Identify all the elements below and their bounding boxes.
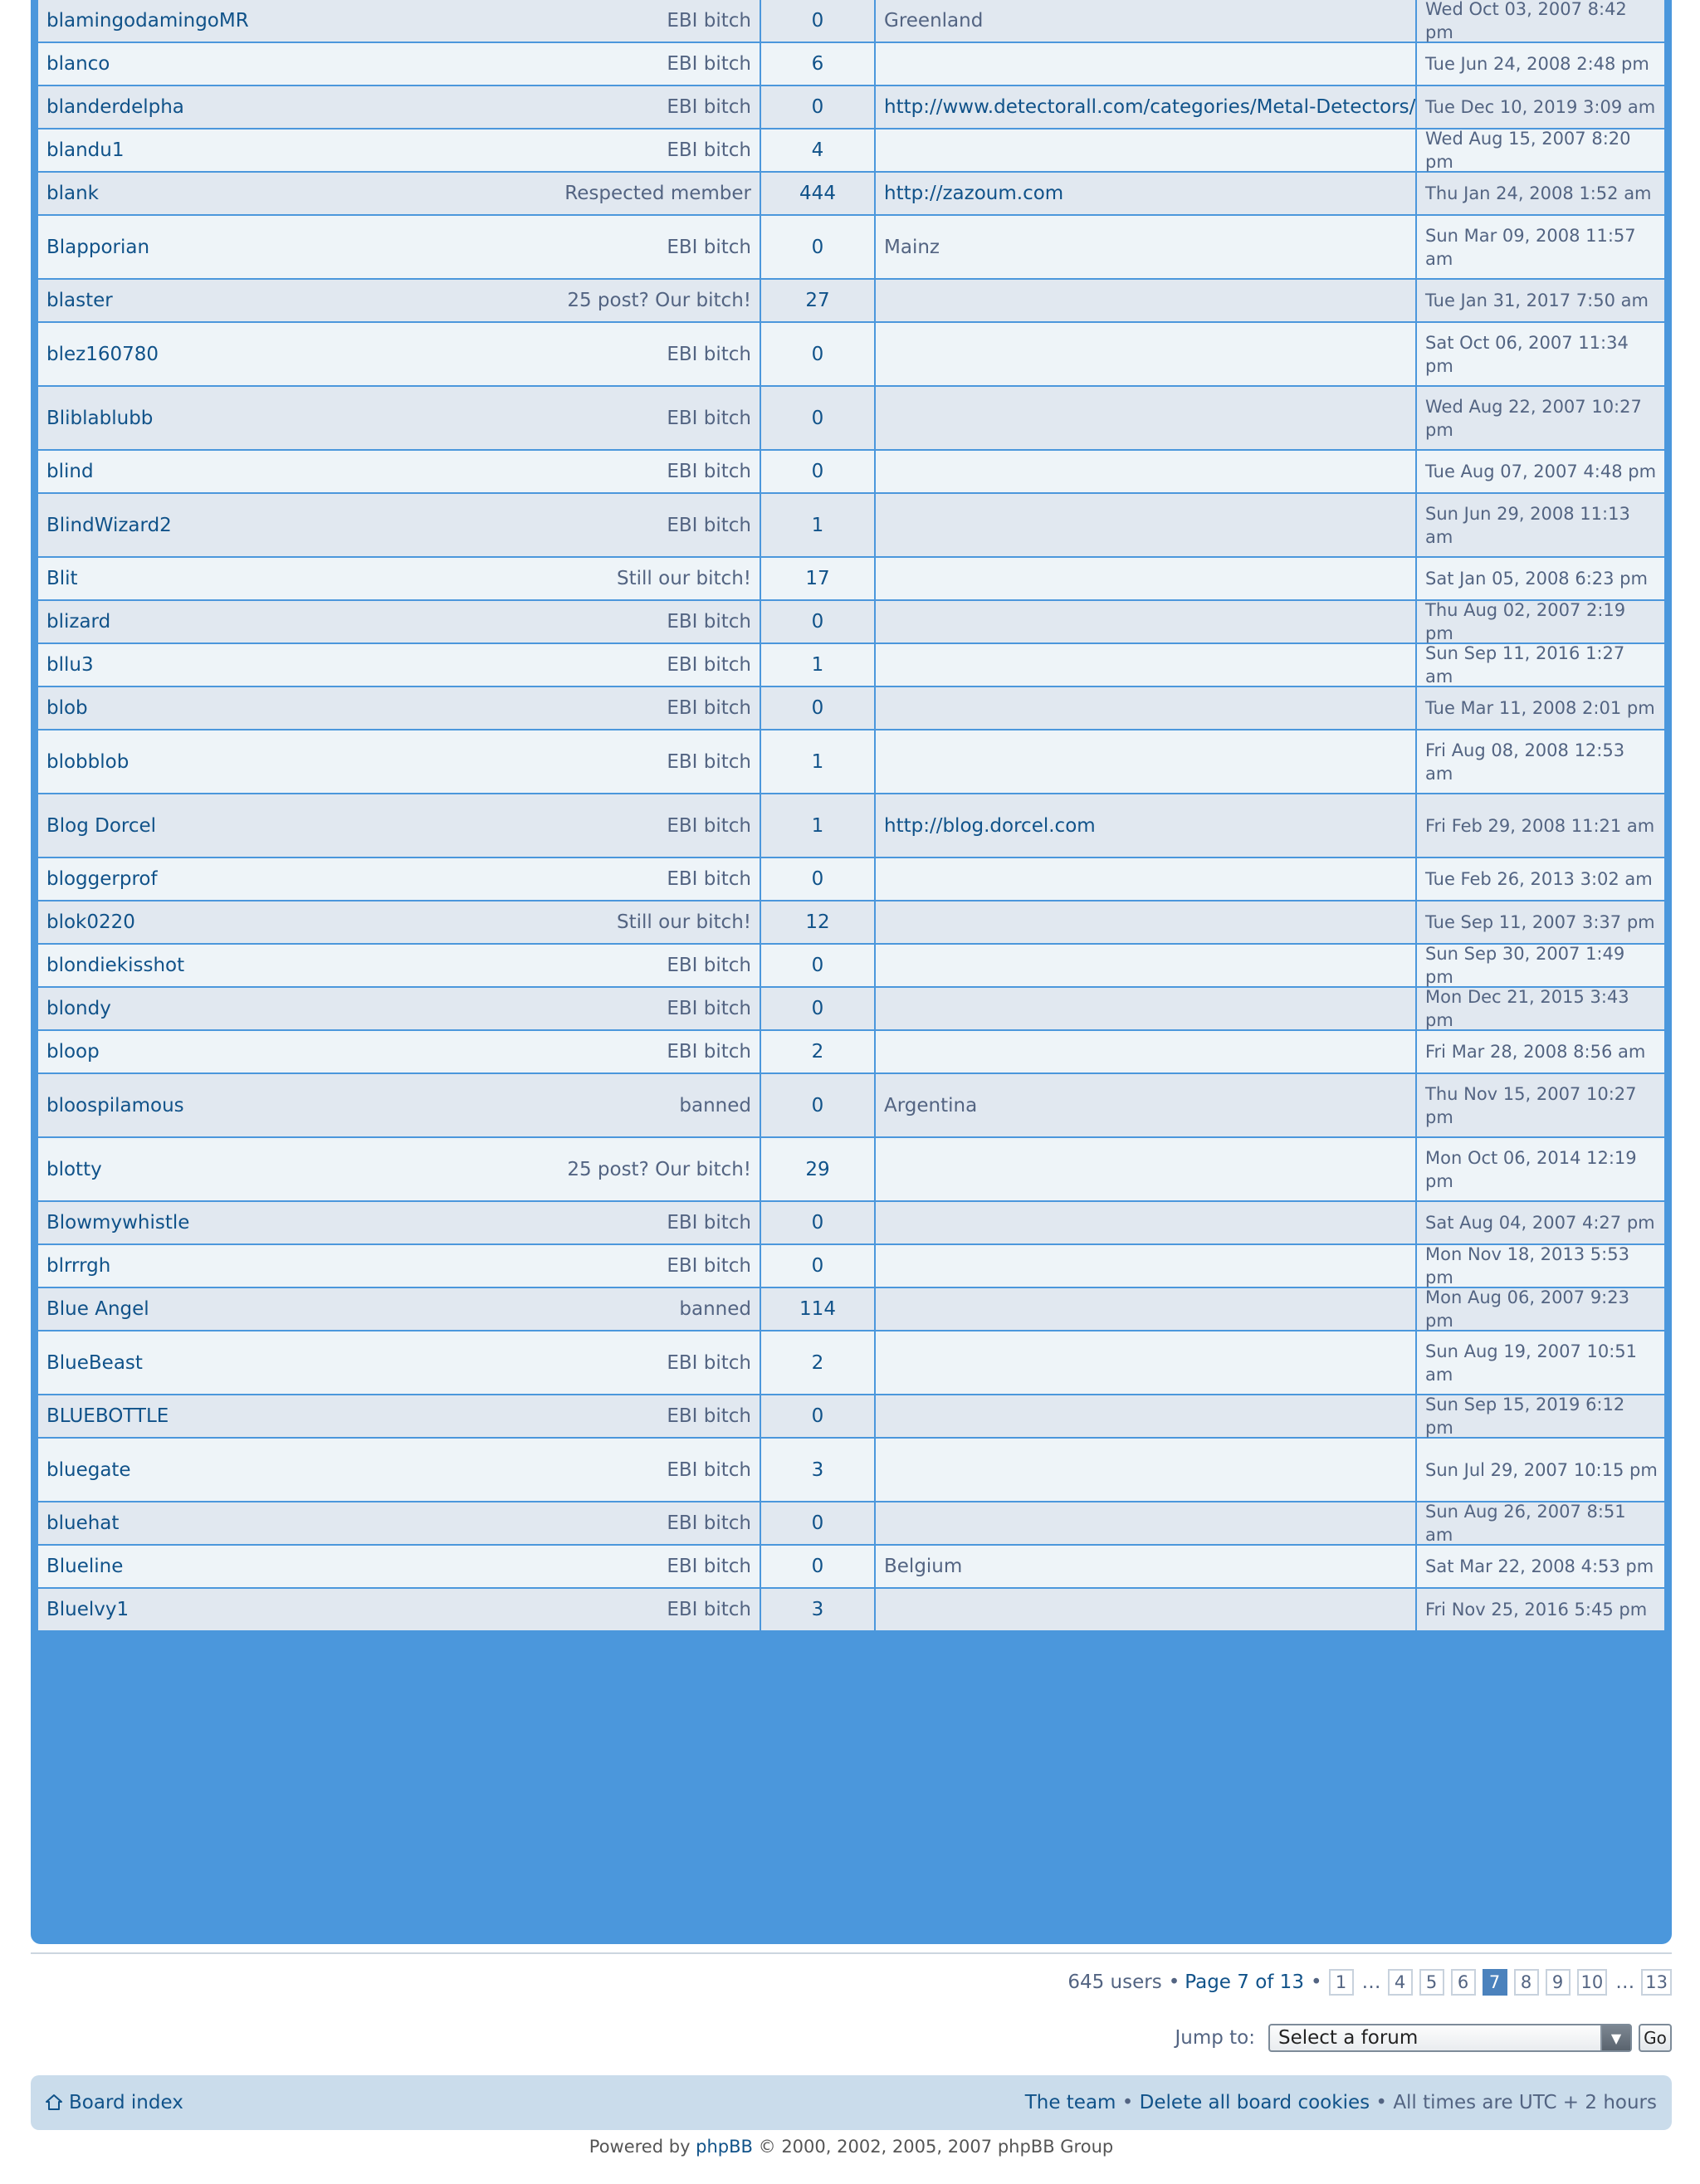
jump-box	[1175, 2023, 1672, 2053]
posts-count[interactable]: 0	[760, 216, 874, 278]
posts-count[interactable]: 0	[760, 1395, 874, 1437]
posts-count[interactable]: 0	[760, 1502, 874, 1544]
posts-count[interactable]: 4	[760, 129, 874, 171]
posts-count[interactable]: 0	[760, 323, 874, 385]
forum-select[interactable]	[1268, 2024, 1632, 2052]
powered-suffix: © 2000, 2002, 2005, 2007 phpBB Group	[752, 2137, 1114, 2157]
joined-date: Tue Jan 31, 2017 7:50 am	[1415, 280, 1664, 321]
table-row	[38, 86, 1664, 129]
table-row	[38, 558, 1664, 601]
username-link[interactable]: blez160780	[46, 343, 159, 365]
username-link[interactable]: Bluelvy1	[46, 1599, 129, 1620]
table-row	[38, 1546, 1664, 1589]
memberlist-panel	[31, 0, 1672, 1944]
posts-count[interactable]: 0	[760, 601, 874, 642]
rank-label: EBI bitch	[667, 1512, 751, 1534]
username-cell	[38, 1395, 760, 1437]
rank-label: EBI bitch	[667, 955, 751, 976]
table-row	[38, 451, 1664, 494]
rank-label: EBI bitch	[667, 1255, 751, 1277]
separator: •	[1310, 1971, 1322, 1993]
website-link[interactable]: http://zazoum.com	[874, 173, 1415, 214]
page-link[interactable]: 9	[1546, 1969, 1571, 1996]
joined-date: Wed Oct 03, 2007 8:42 pm	[1415, 0, 1664, 42]
username-link[interactable]: Bliblablubb	[46, 407, 154, 429]
table-row	[38, 387, 1664, 451]
location-cell: Belgium	[874, 1546, 1415, 1587]
location-cell	[874, 1439, 1415, 1501]
jump-label: Jump to:	[1175, 2027, 1255, 2049]
rank-label: EBI bitch	[667, 53, 751, 75]
posts-count[interactable]: 0	[760, 687, 874, 729]
website-link[interactable]: http://www.detectorall.com/categories/Metal-Detectors/	[874, 86, 1415, 128]
page-links	[1322, 1969, 1672, 1996]
username-link[interactable]: bluehat	[46, 1512, 120, 1534]
page-indicator[interactable]: Page 7 of 13	[1185, 1971, 1304, 1993]
username-cell	[38, 730, 760, 793]
joined-date: Sun Jun 29, 2008 11:13 am	[1415, 494, 1664, 556]
username-cell	[38, 216, 760, 278]
table-row	[38, 730, 1664, 794]
posts-count[interactable]: 0	[760, 1074, 874, 1136]
username-cell	[38, 687, 760, 729]
table-row	[38, 945, 1664, 988]
joined-date: Sun Sep 15, 2019 6:12 pm	[1415, 1395, 1664, 1437]
username-link[interactable]: blanco	[46, 53, 110, 75]
username-cell	[38, 0, 760, 42]
home-icon	[44, 2093, 64, 2113]
board-index-link[interactable]	[44, 2092, 183, 2113]
rank-label: EBI bitch	[667, 1351, 751, 1374]
rank-label: EBI bitch	[667, 998, 751, 1019]
username-link[interactable]: bluegate	[46, 1458, 131, 1481]
table-row	[38, 601, 1664, 644]
username-cell	[38, 601, 760, 642]
username-cell	[38, 901, 760, 943]
location-cell: Greenland	[874, 0, 1415, 42]
username-link[interactable]: blok0220	[46, 911, 135, 933]
username-link[interactable]: BlueBeast	[46, 1351, 143, 1374]
username-link[interactable]: Blowmywhistle	[46, 1212, 190, 1234]
rank-label: EBI bitch	[667, 10, 751, 32]
rank-label: banned	[679, 1094, 751, 1116]
location-cell	[874, 323, 1415, 385]
table-row	[38, 901, 1664, 945]
powered-prefix: Powered by	[589, 2137, 696, 2157]
joined-date: Wed Aug 22, 2007 10:27 pm	[1415, 387, 1664, 449]
location-cell	[874, 1031, 1415, 1072]
location-cell	[874, 451, 1415, 492]
rank-label: EBI bitch	[667, 654, 751, 676]
location-cell	[874, 988, 1415, 1029]
rank-label: banned	[679, 1298, 751, 1320]
joined-date: Sat Jan 05, 2008 6:23 pm	[1415, 558, 1664, 599]
location-cell	[874, 387, 1415, 449]
rank-label: EBI bitch	[667, 236, 751, 258]
posts-count[interactable]: 17	[760, 558, 874, 599]
page-link[interactable]: 4	[1388, 1969, 1413, 1996]
location-cell	[874, 945, 1415, 986]
username-link[interactable]: BLUEBOTTLE	[46, 1405, 169, 1427]
rank-label: EBI bitch	[667, 1599, 751, 1620]
table-row	[38, 687, 1664, 730]
rank-label: Still our bitch!	[617, 911, 751, 933]
joined-date: Sun Mar 09, 2008 11:57 am	[1415, 216, 1664, 278]
joined-date: Sat Mar 22, 2008 4:53 pm	[1415, 1546, 1664, 1587]
posts-count[interactable]: 0	[760, 1245, 874, 1287]
posts-count[interactable]: 6	[760, 43, 874, 85]
posts-count[interactable]: 0	[760, 387, 874, 449]
rank-label: EBI bitch	[667, 514, 751, 536]
username-cell	[38, 1439, 760, 1501]
table-row	[38, 494, 1664, 558]
table-row	[38, 1502, 1664, 1546]
location-cell	[874, 901, 1415, 943]
table-row	[38, 0, 1664, 43]
username-cell	[38, 451, 760, 492]
posts-count[interactable]: 0	[760, 858, 874, 900]
username-link[interactable]: blaster	[46, 290, 113, 311]
username-cell	[38, 1288, 760, 1330]
posts-count[interactable]: 0	[760, 1202, 874, 1243]
rank-label: EBI bitch	[667, 1556, 751, 1577]
username-cell	[38, 794, 760, 857]
table-row	[38, 323, 1664, 387]
username-cell	[38, 1546, 760, 1587]
username-link[interactable]: bloospilamous	[46, 1094, 184, 1116]
page-ellipsis: …	[1361, 1971, 1381, 1993]
table-row	[38, 1202, 1664, 1245]
posts-count[interactable]: 0	[760, 1546, 874, 1587]
username-cell	[38, 1074, 760, 1136]
posts-count[interactable]: 0	[760, 945, 874, 986]
board-index-label: Board index	[69, 2092, 183, 2113]
username-cell	[38, 858, 760, 900]
joined-date: Mon Dec 21, 2015 3:43 pm	[1415, 988, 1664, 1029]
posts-count[interactable]: 1	[760, 794, 874, 857]
joined-date: Thu Aug 02, 2007 2:19 pm	[1415, 601, 1664, 642]
page-link[interactable]: 5	[1419, 1969, 1444, 1996]
posts-count[interactable]: 1	[760, 730, 874, 793]
table-row	[38, 173, 1664, 216]
rank-label: EBI bitch	[667, 96, 751, 118]
username-cell	[38, 644, 760, 686]
location-cell	[874, 1245, 1415, 1287]
username-link[interactable]: Blue Angel	[46, 1298, 149, 1320]
username-cell	[38, 1331, 760, 1394]
powered-by	[31, 2137, 1672, 2157]
website-link[interactable]: http://blog.dorcel.com	[874, 794, 1415, 857]
separator: •	[1121, 2092, 1134, 2113]
posts-count[interactable]: 2	[760, 1031, 874, 1072]
posts-count[interactable]: 2	[760, 1331, 874, 1394]
table-row	[38, 129, 1664, 173]
table-row	[38, 988, 1664, 1031]
page-ellipsis: …	[1615, 1971, 1635, 1993]
posts-count[interactable]: 12	[760, 901, 874, 943]
chevron-down-icon[interactable]: ▼	[1600, 2025, 1630, 2050]
username-link[interactable]: blizard	[46, 611, 111, 633]
table-row	[38, 216, 1664, 280]
username-cell	[38, 1589, 760, 1630]
username-link[interactable]: BlindWizard2	[46, 514, 172, 536]
footer-navbar	[31, 2075, 1672, 2130]
username-cell	[38, 387, 760, 449]
joined-date: Fri Nov 25, 2016 5:45 pm	[1415, 1589, 1664, 1630]
table-row	[38, 1288, 1664, 1331]
username-link[interactable]: blandu1	[46, 139, 125, 161]
rank-label: EBI bitch	[667, 1041, 751, 1063]
username-link[interactable]: blrrrgh	[46, 1255, 111, 1277]
username-cell	[38, 494, 760, 556]
username-cell	[38, 280, 760, 321]
forum-select-value: Select a forum	[1278, 2027, 1419, 2049]
username-link[interactable]: blob	[46, 697, 88, 719]
rank-label: EBI bitch	[667, 1458, 751, 1481]
location-cell	[874, 730, 1415, 793]
location-cell	[874, 280, 1415, 321]
footer-links	[1025, 2092, 1657, 2113]
location-cell	[874, 43, 1415, 85]
username-cell	[38, 43, 760, 85]
username-link[interactable]: Blapporian	[46, 236, 150, 258]
table-row	[38, 280, 1664, 323]
rank-label: Respected member	[564, 183, 751, 204]
username-link[interactable]: bloggerprof	[46, 868, 158, 890]
username-link[interactable]: Blit	[46, 568, 78, 589]
rank-label: EBI bitch	[667, 343, 751, 365]
rank-label: EBI bitch	[667, 461, 751, 482]
username-link[interactable]: Blueline	[46, 1556, 124, 1577]
username-cell	[38, 1502, 760, 1544]
joined-date: Sat Oct 06, 2007 11:34 pm	[1415, 323, 1664, 385]
posts-count[interactable]: 0	[760, 451, 874, 492]
location-cell	[874, 1331, 1415, 1394]
joined-date: Mon Oct 06, 2014 12:19 pm	[1415, 1138, 1664, 1200]
page-current: 7	[1483, 1969, 1507, 1996]
rank-label: 25 post? Our bitch!	[567, 290, 751, 311]
rank-label: EBI bitch	[667, 868, 751, 890]
joined-date: Sun Aug 19, 2007 10:51 am	[1415, 1331, 1664, 1394]
joined-date: Mon Aug 06, 2007 9:23 pm	[1415, 1288, 1664, 1330]
posts-count[interactable]: 114	[760, 1288, 874, 1330]
rank-label: Still our bitch!	[617, 568, 751, 589]
page-link[interactable]: 6	[1451, 1969, 1476, 1996]
go-button[interactable]: Go	[1639, 2024, 1672, 2052]
rank-label: EBI bitch	[667, 407, 751, 429]
rank-label: EBI bitch	[667, 139, 751, 161]
user-count: 645 users	[1067, 1971, 1162, 1993]
page-link[interactable]: 1	[1329, 1969, 1354, 1996]
page-link[interactable]: 13	[1641, 1969, 1672, 1996]
posts-count[interactable]: 0	[760, 86, 874, 128]
username-cell	[38, 945, 760, 986]
rank-label: EBI bitch	[667, 1212, 751, 1234]
username-cell	[38, 173, 760, 214]
joined-date: Tue Aug 07, 2007 4:48 pm	[1415, 451, 1664, 492]
rank-label: EBI bitch	[667, 611, 751, 633]
location-cell	[874, 1502, 1415, 1544]
joined-date: Thu Nov 15, 2007 10:27 pm	[1415, 1074, 1664, 1136]
location-cell: Mainz	[874, 216, 1415, 278]
username-cell	[38, 129, 760, 171]
rank-label: EBI bitch	[667, 814, 751, 837]
username-link[interactable]: blind	[46, 461, 94, 482]
table-row	[38, 1138, 1664, 1202]
delete-cookies-link[interactable]: Delete all board cookies	[1139, 2092, 1370, 2113]
rank-label: EBI bitch	[667, 750, 751, 773]
posts-count[interactable]: 3	[760, 1589, 874, 1630]
username-cell	[38, 558, 760, 599]
location-cell	[874, 494, 1415, 556]
table-row	[38, 794, 1664, 858]
username-link[interactable]: blank	[46, 183, 99, 204]
username-link[interactable]: blondiekisshot	[46, 955, 185, 976]
posts-count[interactable]: 1	[760, 644, 874, 686]
joined-date: Sat Aug 04, 2007 4:27 pm	[1415, 1202, 1664, 1243]
table-row	[38, 1331, 1664, 1395]
pagination-bar	[1067, 1969, 1672, 1996]
joined-date: Tue Mar 11, 2008 2:01 pm	[1415, 687, 1664, 729]
phpbb-link[interactable]: phpBB	[696, 2137, 753, 2157]
location-cell: Argentina	[874, 1074, 1415, 1136]
joined-date: Tue Sep 11, 2007 3:37 pm	[1415, 901, 1664, 943]
location-cell	[874, 1202, 1415, 1243]
page-link[interactable]: 8	[1514, 1969, 1539, 1996]
table-row	[38, 1031, 1664, 1074]
joined-date: Fri Mar 28, 2008 8:56 am	[1415, 1031, 1664, 1072]
divider	[31, 1952, 1672, 1954]
joined-date: Sun Sep 11, 2016 1:27 am	[1415, 644, 1664, 686]
table-row	[38, 1245, 1664, 1288]
joined-date: Fri Feb 29, 2008 11:21 am	[1415, 794, 1664, 857]
table-row	[38, 1395, 1664, 1439]
table-row	[38, 644, 1664, 687]
rank-label: EBI bitch	[667, 697, 751, 719]
username-link[interactable]: bllu3	[46, 654, 94, 676]
joined-date: Tue Jun 24, 2008 2:48 pm	[1415, 43, 1664, 85]
posts-count[interactable]: 3	[760, 1439, 874, 1501]
rank-label: EBI bitch	[667, 1405, 751, 1427]
posts-count[interactable]: 29	[760, 1138, 874, 1200]
username-cell	[38, 988, 760, 1029]
team-link[interactable]: The team	[1024, 2092, 1116, 2113]
location-cell	[874, 687, 1415, 729]
username-cell	[38, 323, 760, 385]
location-cell	[874, 858, 1415, 900]
posts-count[interactable]: 0	[760, 0, 874, 42]
posts-count[interactable]: 0	[760, 988, 874, 1029]
joined-date: Thu Jan 24, 2008 1:52 am	[1415, 173, 1664, 214]
joined-date: Tue Feb 26, 2013 3:02 am	[1415, 858, 1664, 900]
location-cell	[874, 1288, 1415, 1330]
table-row	[38, 43, 1664, 86]
username-link[interactable]: blobblob	[46, 750, 129, 773]
table-row	[38, 858, 1664, 901]
username-cell	[38, 1031, 760, 1072]
username-cell	[38, 86, 760, 128]
username-link[interactable]: blanderdelpha	[46, 96, 184, 118]
page-link[interactable]: 10	[1577, 1969, 1608, 1996]
username-cell	[38, 1138, 760, 1200]
location-cell	[874, 1589, 1415, 1630]
posts-count[interactable]: 1	[760, 494, 874, 556]
table-row	[38, 1074, 1664, 1138]
posts-count[interactable]: 27	[760, 280, 874, 321]
separator: •	[1168, 1971, 1180, 1993]
joined-date: Fri Aug 08, 2008 12:53 am	[1415, 730, 1664, 793]
username-cell	[38, 1202, 760, 1243]
username-link[interactable]: blamingodamingoMR	[46, 10, 249, 32]
joined-date: Wed Aug 15, 2007 8:20 pm	[1415, 129, 1664, 171]
username-link[interactable]: bloop	[46, 1041, 100, 1063]
location-cell	[874, 644, 1415, 686]
location-cell	[874, 129, 1415, 171]
rank-label: 25 post? Our bitch!	[567, 1158, 751, 1180]
posts-count[interactable]: 444	[760, 173, 874, 214]
location-cell	[874, 558, 1415, 599]
username-link[interactable]: blondy	[46, 998, 111, 1019]
timezone-text: All times are UTC + 2 hours	[1393, 2092, 1657, 2113]
table-row	[38, 1589, 1664, 1632]
username-cell	[38, 1245, 760, 1287]
location-cell	[874, 1138, 1415, 1200]
joined-date: Mon Nov 18, 2013 5:53 pm	[1415, 1245, 1664, 1287]
location-cell	[874, 601, 1415, 642]
separator: •	[1375, 2092, 1387, 2113]
username-link[interactable]: blotty	[46, 1158, 102, 1180]
joined-date: Sun Aug 26, 2007 8:51 am	[1415, 1502, 1664, 1544]
joined-date: Sun Sep 30, 2007 1:49 pm	[1415, 945, 1664, 986]
username-link[interactable]: Blog Dorcel	[46, 814, 157, 837]
table-row	[38, 1439, 1664, 1502]
joined-date: Sun Jul 29, 2007 10:15 pm	[1415, 1439, 1664, 1501]
joined-date: Tue Dec 10, 2019 3:09 am	[1415, 86, 1664, 128]
location-cell	[874, 1395, 1415, 1437]
memberlist-table	[38, 0, 1664, 1632]
